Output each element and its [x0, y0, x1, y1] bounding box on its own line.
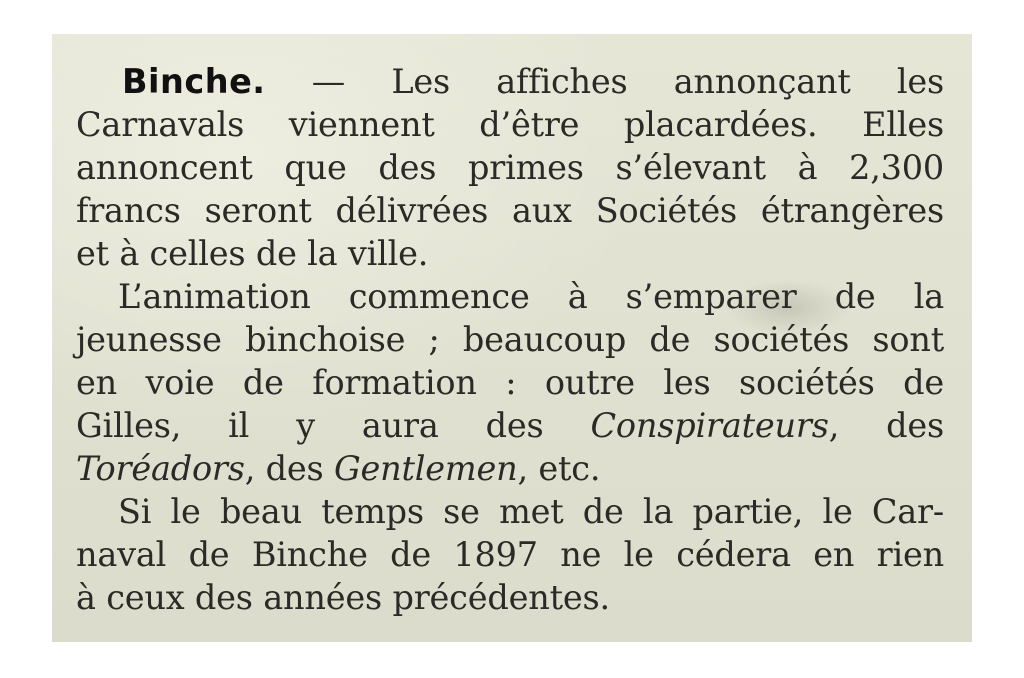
article-line: L’animation commence à s’emparer de la [118, 277, 944, 316]
article-line: Carnavals viennent d’être placardées. Elles [76, 105, 944, 144]
article-text: — Les affiches annonçant les [265, 62, 944, 101]
newspaper-clipping [52, 34, 972, 642]
article-line: naval de Binche de 1897 ne le cédera en rien [76, 535, 944, 574]
article-line: annoncent que des primes s’élevant à 2,300 [76, 148, 944, 187]
article-headline: Binche. [122, 62, 266, 101]
article-line: jeunesse binchoise ; beaucoup de sociétés sont [76, 320, 944, 359]
italic-term: Toréadors [76, 449, 245, 488]
article-line: Si le beau temps se met de la partie, le Car- [118, 492, 944, 531]
italic-term: Gentlemen [333, 449, 518, 488]
article-line: en voie de formation : outre les sociétés de [76, 363, 944, 402]
article-text: , des [244, 449, 334, 488]
article-line: francs seront délivrées aux Sociétés étrangères [76, 191, 944, 230]
italic-term: Conspirateurs [590, 406, 829, 445]
article-line: et à celles de la ville. [76, 234, 429, 273]
article-line [76, 60, 944, 103]
article-text: , etc. [517, 449, 601, 488]
article-text: Gilles, il y aura des [76, 406, 591, 445]
article-line [76, 447, 944, 490]
article-text: , des [828, 406, 944, 445]
article-line [76, 404, 944, 447]
article-line: à ceux des années précédentes. [76, 578, 610, 617]
